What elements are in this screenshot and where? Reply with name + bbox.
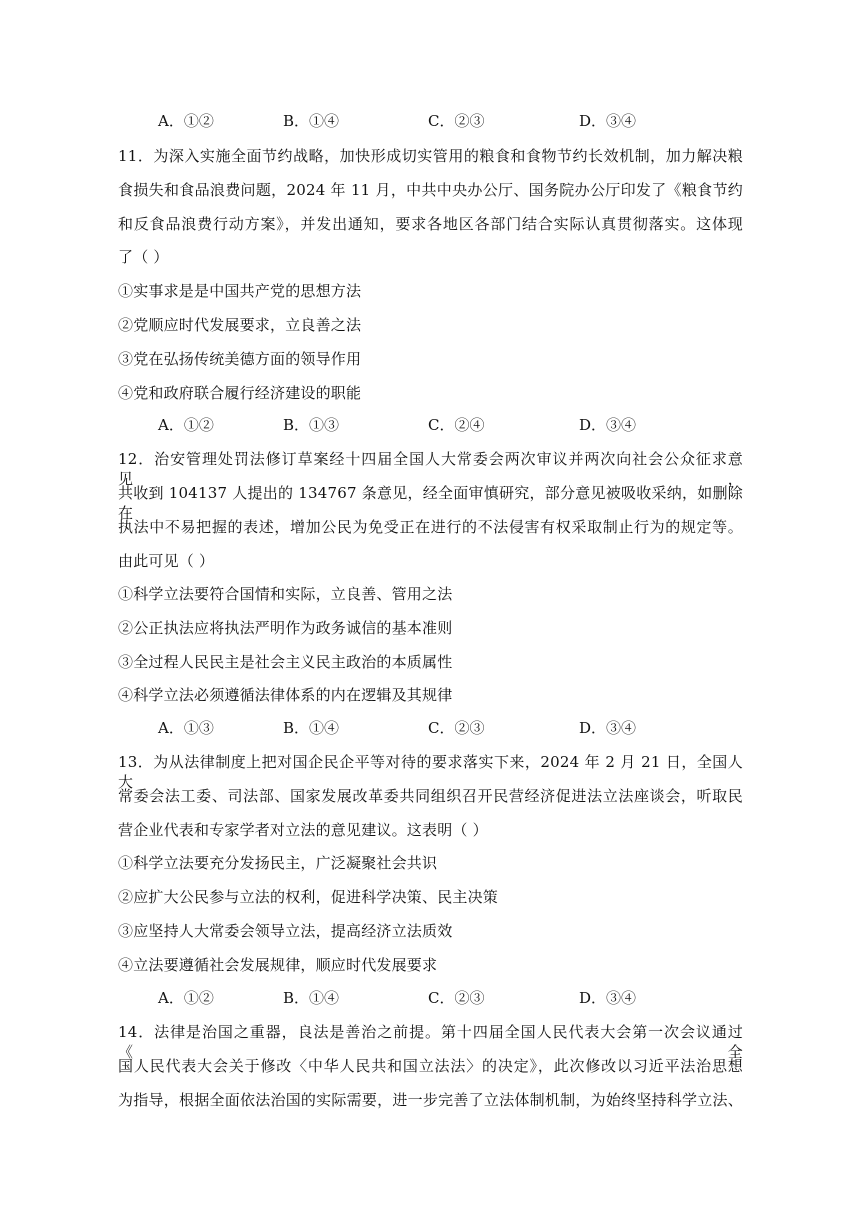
- q12-option-b: B．①④: [283, 719, 340, 737]
- q10-option-a: A．①②: [158, 112, 214, 130]
- q10-option-c: C．②③: [428, 112, 485, 130]
- q14-stem-line-3: 为指导，根据全面依法治国的实际需要，进一步完善了立法体制机制，为始终坚持科学立法、: [118, 1091, 743, 1109]
- q12-statement-2: ②公正执法应将执法严明作为政务诚信的基本准则: [118, 619, 453, 637]
- q11-stem-line-1: 11．为深入实施全面节约战略，加快形成切实管用的粮食和食物节约长效机制，加力解决粮: [118, 147, 743, 165]
- q11-option-d: D．③④: [579, 416, 637, 434]
- q12-option-d: D．③④: [579, 719, 637, 737]
- q12-options: [158, 718, 718, 738]
- q13-stem-line-3: 营企业代表和专家学者对立法的意见建议。这表明（ ）: [118, 821, 488, 839]
- q11-statement-4: ④党和政府联合履行经济建设的职能: [118, 384, 362, 402]
- q13-option-c: C．②③: [428, 989, 485, 1007]
- q13-option-d: D．③④: [579, 989, 637, 1007]
- q11-statement-2: ②党顺应时代发展要求，立良善之法: [118, 316, 362, 334]
- q11-option-a: A．①②: [158, 416, 214, 434]
- q14-stem-line-1: 14．法律是治国之重器，良法是善治之前提。第十四届全国人民代表大会第一次会议通过《全: [118, 1023, 743, 1061]
- q13-options: [158, 988, 718, 1008]
- q14-stem-line-2: 国人民代表大会关于修改〈中华人民共和国立法法〉的决定》，此次修改以习近平法治思想: [118, 1057, 743, 1075]
- q11-stem-line-4: 了（ ）: [118, 248, 169, 266]
- q12-option-a: A．①③: [158, 719, 214, 737]
- q13-statement-3: ③应坚持人大常委会领导立法，提高经济立法质效: [118, 922, 453, 940]
- q13-statement-1: ①科学立法要充分发扬民主，广泛凝聚社会共识: [118, 854, 438, 872]
- q12-statement-4: ④科学立法必须遵循法律体系的内在逻辑及其规律: [118, 686, 453, 704]
- q12-statement-1: ①科学立法要符合国情和实际，立良善、管用之法: [118, 585, 453, 603]
- q11-option-c: C．②④: [428, 416, 485, 434]
- q12-stem-line-1: 12．治安管理处罚法修订草案经十四届全国人大常委会两次审议并两次向社会公众征求意见，: [118, 450, 743, 488]
- q12-option-c: C．②③: [428, 719, 485, 737]
- q13-statement-4: ④立法要遵循社会发展规律，顺应时代发展要求: [118, 956, 438, 974]
- q12-stem-line-4: 由此可见（ ）: [118, 552, 215, 570]
- q11-option-b: B．①③: [283, 416, 340, 434]
- q12-statement-3: ③全过程人民民主是社会主义民主政治的本质属性: [118, 653, 453, 671]
- q13-stem-line-2: 常委会法工委、司法部、国家发展改革委共同组织召开民营经济促进法立法座谈会，听取民: [118, 787, 743, 805]
- q10-options: [158, 111, 718, 131]
- q13-option-b: B．①④: [283, 989, 340, 1007]
- q11-statement-3: ③党在弘扬传统美德方面的领导作用: [118, 350, 362, 368]
- q12-stem-line-2: 共收到 104137 人提出的 134767 条意见，经全面审慎研究，部分意见被吸收采纳，如删除在: [118, 484, 743, 522]
- q13-statement-2: ②应扩大公民参与立法的权利，促进科学决策、民主决策: [118, 888, 499, 906]
- q11-stem-line-2: 食损失和食品浪费问题，2024 年 11 月，中共中央办公厅、国务院办公厅印发了《粮食节约: [118, 181, 743, 199]
- q12-stem-line-3: 执法中不易把握的表述，增加公民为免受正在进行的不法侵害有权采取制止行为的规定等。: [118, 518, 743, 536]
- q11-statement-1: ①实事求是是中国共产党的思想方法: [118, 282, 362, 300]
- q11-stem-line-3: 和反食品浪费行动方案》，并发出通知，要求各地区各部门结合实际认真贯彻落实。这体现: [118, 215, 743, 233]
- q10-option-d: D．③④: [579, 112, 637, 130]
- q11-options: [158, 415, 718, 435]
- q10-option-b: B．①④: [283, 112, 340, 130]
- q13-option-a: A．①②: [158, 989, 214, 1007]
- q13-stem-line-1: 13．为从法律制度上把对国企民企平等对待的要求落实下来，2024 年 2 月 21 日，全国人大: [118, 753, 743, 791]
